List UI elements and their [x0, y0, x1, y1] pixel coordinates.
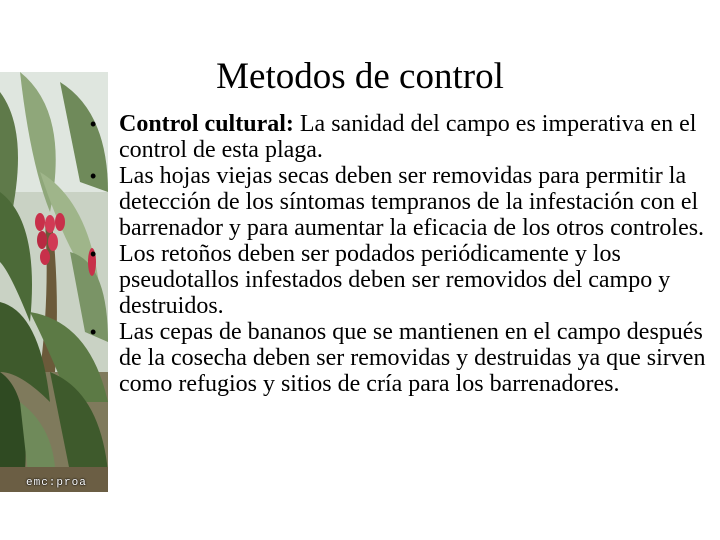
- bullet-dot-icon: •: [90, 166, 97, 186]
- bullet-dot-icon: •: [90, 322, 97, 342]
- bullet-list: [90, 111, 710, 397]
- photo-credit: emc:proa: [26, 477, 87, 489]
- bullet-text: Los retoños deben ser podados periódicamente y los pseudotallos infestados deben ser removidos del campo y destruidos.: [119, 241, 671, 319]
- bullet-item: [90, 163, 710, 241]
- slide-title: Metodos de control: [216, 56, 504, 97]
- bullet-text: La sanidad del campo es imperativa en el control de esta plaga.: [119, 111, 697, 163]
- bullet-item: [90, 319, 710, 397]
- bullet-lead-text: Control cultural:: [119, 111, 294, 137]
- bullet-text: Las hojas viejas secas deben ser removidas para permitir la detección de los síntomas tempranos de la infestación con el barrenador y para aumentar la eficacia de los otros controles.: [119, 163, 705, 241]
- bullet-item: [90, 111, 710, 163]
- bullet-dot-icon: •: [90, 244, 97, 264]
- bullet-text: Las cepas de bananos que se mantienen en el campo después de la cosecha deben ser removidas y destruidas ya que sirven como refugios y sitios de cría para los barrenadores.: [119, 319, 706, 397]
- bullet-dot-icon: •: [90, 114, 97, 134]
- bullet-item: [90, 241, 710, 319]
